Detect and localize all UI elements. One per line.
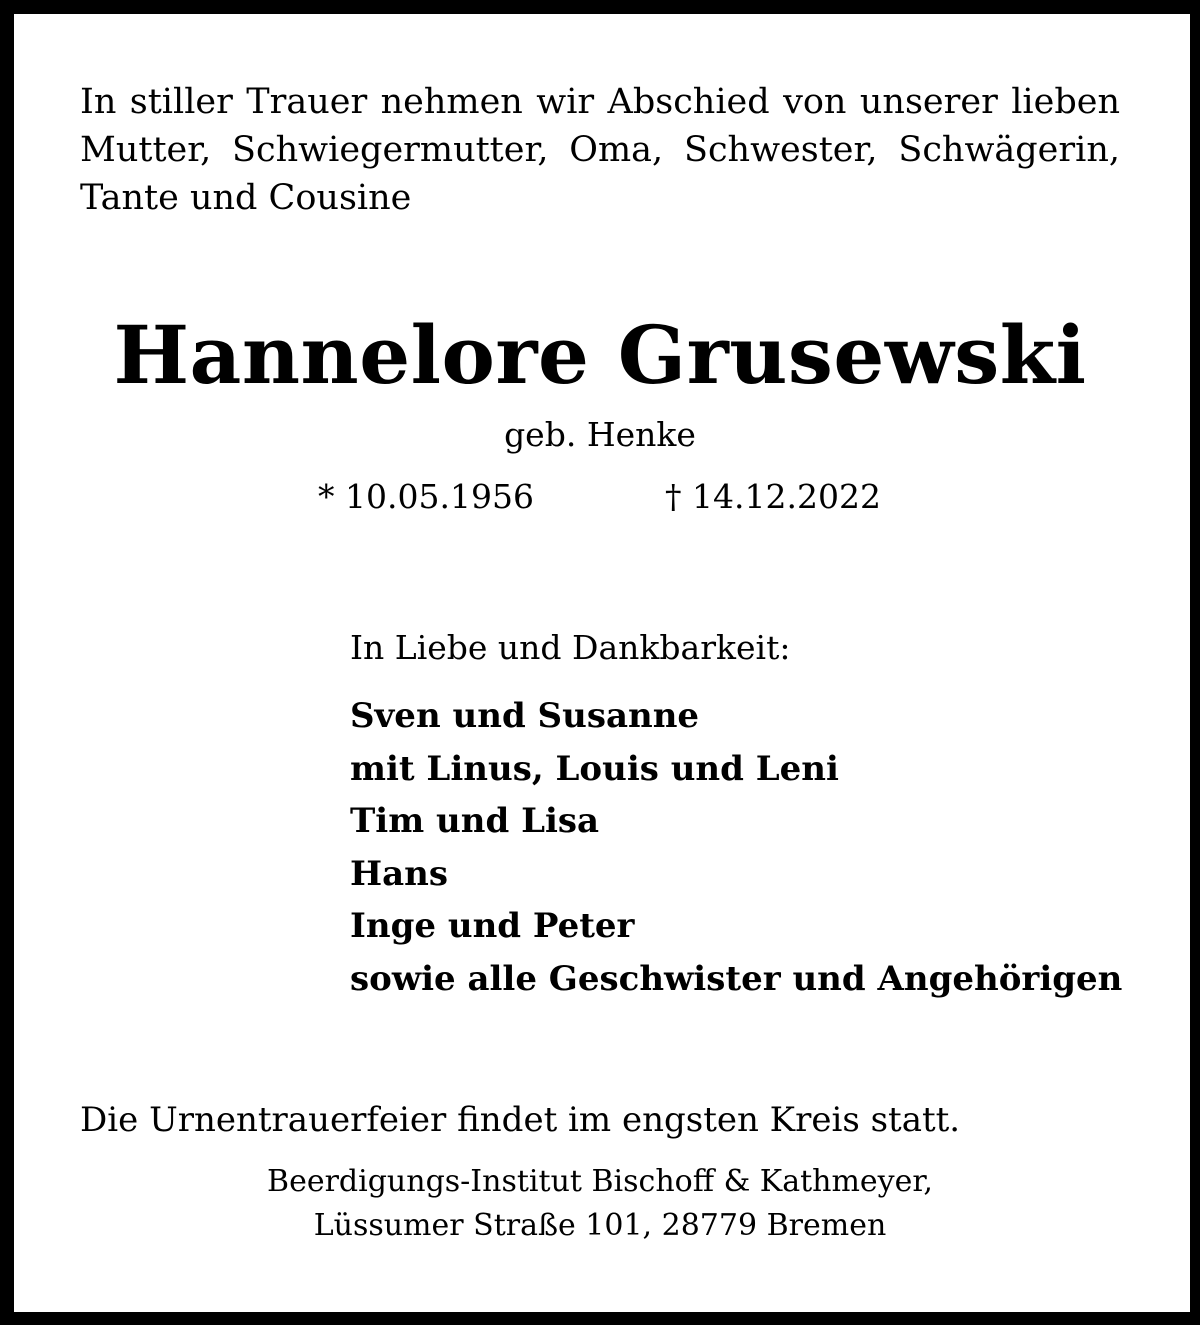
mourners-list — [350, 690, 1122, 1005]
mourners-heading: In Liebe und Dankbarkeit: — [350, 628, 791, 667]
undertaker-address: Lüssumer Straße 101, 28779 Bremen — [313, 1208, 887, 1243]
mourner-entry: Tim und Lisa — [350, 801, 600, 841]
intro-text — [80, 78, 1120, 222]
undertaker-info — [0, 1160, 1200, 1248]
undertaker-name: Beerdigungs-Institut Bischoff & Kathmeyer, — [267, 1164, 933, 1199]
birth-date: * 10.05.1956 — [318, 477, 534, 516]
ceremony-note: Die Urnentrauerfeier findet im engsten Kreis statt. — [80, 1100, 961, 1140]
intro-line: In stiller Trauer nehmen wir Abschied von unserer lieben — [80, 82, 1120, 122]
mourner-entry: mit Linus, Louis und Leni — [350, 748, 839, 789]
maiden-name: geb. Henke — [504, 415, 696, 454]
mourner-entry: Sven und Susanne — [350, 696, 700, 736]
intro-line: Mutter, Schwiegermutter, Oma, Schwester, Schwägerin, — [80, 130, 1120, 170]
death-date: † 14.12.2022 — [665, 477, 881, 516]
intro-line: Tante und Cousine — [80, 178, 412, 218]
mourner-entry: sowie alle Geschwister und Angehörigen — [350, 958, 1123, 999]
mourner-entry: Inge und Peter — [350, 906, 635, 946]
mourner-entry: Hans — [350, 853, 449, 894]
deceased-name: Hannelore Grusewski — [113, 308, 1087, 402]
